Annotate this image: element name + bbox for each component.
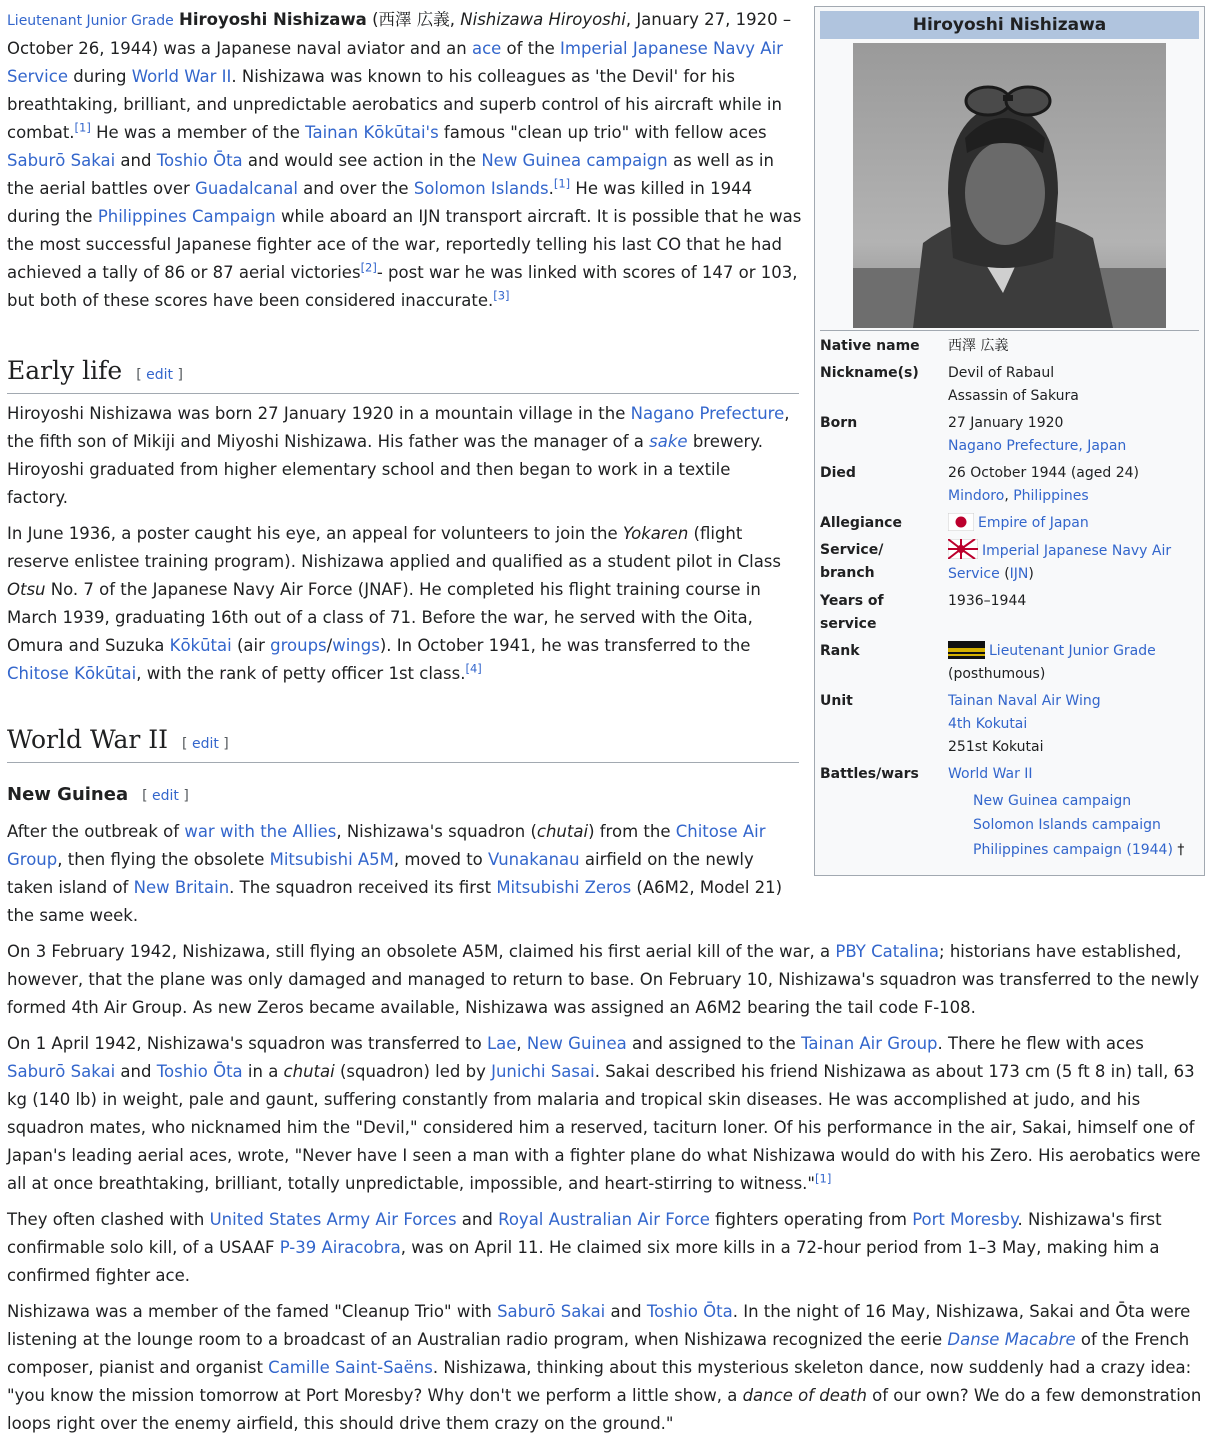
link-empire-of-japan[interactable]: Empire of Japan [978,515,1089,531]
link-groups[interactable]: groups [270,636,327,655]
ref-4[interactable]: [4] [465,661,482,676]
link-sake[interactable]: sake [649,432,688,451]
link-tainan-air-group[interactable]: Tainan Air Group [801,1034,938,1053]
link-ijn[interactable]: IJN [1009,566,1029,582]
row-born: Born 27 January 1920 Nagano Prefecture, Japan [820,415,1127,454]
row-years: Years of service 1936–1944 [820,593,1027,632]
link-usaaf[interactable]: United States Army Air Forces [209,1210,457,1229]
link-a5m[interactable]: Mitsubishi A5M [269,850,394,869]
link-rank[interactable]: Lieutenant Junior Grade [7,13,174,29]
edit-section-new-guinea: [ edit ] [142,788,189,804]
infobox [814,6,1205,876]
heading-early-life: Early life [ edit ] [7,355,799,394]
link-pby[interactable]: PBY Catalina [835,942,940,961]
link-ota-2[interactable]: Toshio Ōta [156,1062,243,1081]
link-new-britain[interactable]: New Britain [133,878,230,897]
ww2-paragraph-1: After the outbreak of war with the Allies, Nishizawa's squadron (chutai) from the Chitose Air Group, then flying the obsolete Mitsubishi A5M, moved to Vunakanau airfield on the newly taken island of New Britain. The squadron received its first Mitsubishi Zeros (A6M2, Model 21) the same week. [7,822,783,925]
row-service-branch: Service/ branch Imperial Japanese Navy Air Service (IJN) [820,537,1200,588]
link-tainan-kokutai[interactable]: Tainan Kōkūtai's [305,123,439,142]
link-ww2[interactable]: World War II [131,67,232,86]
link-battle-new-guinea[interactable]: New Guinea campaign [973,793,1132,809]
link-ace[interactable]: ace [471,39,502,58]
infobox-divider [820,330,1199,331]
kanji-name: 西澤 広義 [378,10,450,29]
link-guadalcanal[interactable]: Guadalcanal [195,179,298,198]
subject-name: Hiroyoshi Nishizawa [179,10,367,29]
link-sakai[interactable]: Saburō Sakai [7,151,116,170]
row-rank: Rank Lieutenant Junior Grade (posthumous) [820,643,1156,682]
link-ota-3[interactable]: Toshio Ōta [646,1302,733,1321]
romaji-name: Nishizawa Hiroyoshi [460,10,626,29]
early-paragraph-1: Hiroyoshi Nishizawa was born 27 January 1920 in a mountain village in the Nagano Prefecture, the fifth son of Mikiji and Miyoshi Nishizawa. His father was the manager of a sake brewery. Hiroyoshi graduated from higher elementary school and then began to work in a textile factory. [7,404,790,507]
ww2-paragraph-3: On 1 April 1942, Nishizawa's squadron was transferred to Lae, New Guinea and assigned to the Tainan Air Group. There he flew with aces Saburō Sakai and Toshio Ōta in a chutai (squadron) led by Junichi Sasai. Sakai described his friend Nishizawa as about 173 cm (5 ft 8 in) tall, 63 kg (140 lb) in weight, pale and gaunt, suffering constantly from malaria and tropical skin diseases. He was accomplished at judo, and his squadron mates, who nicknamed him the "Devil," considered him a reserved, taciturn loner. Of his performance in the air, Sakai, himself one of Japan's leading aerial aces, wrote, "Never have I seen a man with a fighter plane do what Nishizawa would do with his Zero. His aerobatics were all at once breathtaking, brilliant, totally unpredictable, impossible, and heart-stirring to witness."[1] [7,1034,1201,1193]
edit-link-new-guinea[interactable]: edit [152,788,179,804]
row-unit: Unit Tainan Naval Air Wing 4th Kokutai 251st Kokutai [820,693,1101,755]
link-mindoro[interactable]: Mindoro [948,488,1005,504]
link-wings[interactable]: wings [332,636,380,655]
link-nagano[interactable]: Nagano Prefecture [630,404,785,423]
edit-section-early: [ edit ] [136,367,183,383]
link-philippines[interactable]: Philippines [1013,488,1089,504]
link-battle-philippines[interactable]: Philippines campaign (1944) [973,842,1173,858]
link-chitose-kokutai[interactable]: Chitose Kōkūtai [7,664,137,683]
link-danse-macabre[interactable]: Danse Macabre [947,1330,1076,1349]
link-chitose-air-group[interactable]: Chitose Air Group [7,822,766,869]
link-port-moresby[interactable]: Port Moresby [912,1210,1018,1229]
link-battle-solomon[interactable]: Solomon Islands campaign [973,817,1161,833]
row-battles: Battles/wars World War II New Guinea campaign Solomon Islands campaign Philippines campaign (1944) † [820,761,1200,864]
row-died: Died 26 October 1944 (aged 24) Mindoro, Philippines [820,465,1139,504]
link-born-place[interactable]: Nagano Prefecture, Japan [948,438,1127,454]
link-new-guinea[interactable]: New Guinea [526,1034,627,1053]
ww2-paragraph-2: On 3 February 1942, Nishizawa, still flying an obsolete A5M, claimed his first aerial kill of the war, a PBY Catalina; historians have established, however, that the plane was only damaged and managed to return to base. On February 10, Nishizawa's squadron was transferred to the newly formed 4th Air Group. As new Zeros became available, Nishizawa was assigned an A6M2 bearing the tail code F-108. [7,942,1200,1017]
naval-ensign-icon [948,539,978,559]
link-p39[interactable]: P-39 Airacobra [279,1238,401,1257]
link-ijnas-infobox[interactable]: Imperial Japanese Navy Air Service [948,543,1172,582]
ref-3[interactable]: [3] [493,288,510,303]
link-tainan-wing[interactable]: Tainan Naval Air Wing [948,693,1101,709]
heading-new-guinea: New Guinea [ edit ] [7,784,189,805]
link-solomon-islands[interactable]: Solomon Islands [413,179,549,198]
ww2-paragraph-5: Nishizawa was a member of the famed "Cleanup Trio" with Saburō Sakai and Toshio Ōta. In the night of 16 May, Nishizawa, Sakai and Ōta were listening at the lounge room to a broadcast of an Australian radio program, when Nishizawa recognized the eerie Danse Macabre of the French composer, pianist and organist Camille Saint-Saëns. Nishizawa, thinking about this mysterious skeleton dance, now suddenly had a crazy idea: "you know the mission tomorrow at Port Moresby? Why don't we perform a little show, a dance of death of our own? We do a few demonstration loops right over the enemy airfield, this should drive them crazy on the ground." [7,1302,1202,1433]
link-war-allies[interactable]: war with the Allies [184,822,337,841]
link-sasai[interactable]: Junichi Sasai [491,1062,595,1081]
link-ww2-infobox[interactable]: World War II [948,766,1033,782]
link-kokutai[interactable]: Kōkūtai [169,636,232,655]
row-nicknames: Nickname(s) Devil of Rabaul Assassin of Sakura [820,365,1079,404]
link-sakai-3[interactable]: Saburō Sakai [497,1302,606,1321]
rank-insignia-icon [948,641,985,659]
edit-section-ww2: [ edit ] [182,736,229,752]
infobox-table [820,333,1200,864]
ref-1c[interactable]: [1] [815,1171,832,1186]
ww2-paragraph-4: They often clashed with United States Army Air Forces and Royal Australian Air Force fighters operating from Port Moresby. Nishizawa's first confirmable solo kill, of a USAAF P-39 Airacobra, was on April 11. He claimed six more kills in a 72-hour period from 1–3 May, making him a confirmed fighter ace. [7,1210,1162,1285]
edit-link-early[interactable]: edit [146,367,174,383]
link-sakai-2[interactable]: Saburō Sakai [7,1062,116,1081]
early-paragraph-2: In June 1936, a poster caught his eye, an appeal for volunteers to join the Yokaren (flight reserve enlistee training program). Nishizawa applied and qualified as a student pilot in Class Otsu No. 7 of the Japanese Navy Air Force (JNAF). He completed his flight training course in March 1939, graduating 16th out of a class of 71. Before the war, he served with the Oita, Omura and Suzuka Kōkūtai (air groups/wings). In October 1941, he was transferred to the Chitose Kōkūtai, with the rank of petty officer 1st class.[4] [7,524,782,683]
link-philippines-campaign[interactable]: Philippines Campaign [97,207,276,226]
heading-ww2: World War II [ edit ] [7,724,799,763]
row-native-name: Native name 西澤 広義 [820,338,1009,354]
link-new-guinea-campaign[interactable]: New Guinea campaign [481,151,668,170]
link-4th-kokutai[interactable]: 4th Kokutai [948,716,1028,732]
link-saint-saens[interactable]: Camille Saint-Saëns [268,1358,433,1377]
link-lae[interactable]: Lae [486,1034,517,1053]
ref-1[interactable]: [1] [74,120,91,135]
portrait-photo[interactable] [853,43,1166,328]
kia-dagger-icon: † [1177,842,1185,858]
link-rank-infobox[interactable]: Lieutenant Junior Grade [989,643,1156,659]
intro-paragraph: Lieutenant Junior Grade Hiroyoshi Nishizawa (西澤 広義, Nishizawa Hiroyoshi, January 27, 1920 – October 26, 1944) was a Japanese naval aviator and an ace of the Imperial Japanese Navy Air Service during World War II. Nishizawa was known to his colleagues as 'the Devil' for his breathtaking, brilliant, and unpredictable aerobatics and superb control of his aircraft while in combat.[1] He was a member of the Tainan Kōkūtai's famous "clean up trio" with fellow aces Saburō Sakai and Toshio Ōta and would see action in the New Guinea campaign as well as in the aerial battles over Guadalcanal and over the Solomon Islands.[1] He was killed in 1944 during the Philippines Campaign while aboard an IJN transport aircraft. It is possible that he was the most successful Japanese fighter ace of the war, reportedly telling his last CO that he had achieved a tally of 86 or 87 aerial victories[2]- post war he was linked with scores of 147 or 103, but both of these scores have been considered inaccurate.[3] [7,10,802,310]
japan-flag-icon [948,513,974,531]
row-allegiance: Allegiance Empire of Japan [820,515,1089,531]
ref-1b[interactable]: [1] [553,176,571,191]
link-raaf[interactable]: Royal Australian Air Force [498,1210,710,1229]
ref-2[interactable]: [2] [360,260,377,275]
link-ijnas[interactable]: Imperial Japanese Navy Air Service [7,39,783,86]
edit-link-ww2[interactable]: edit [191,736,219,752]
link-zeros[interactable]: Mitsubishi Zeros [496,878,632,897]
link-ota[interactable]: Toshio Ōta [156,151,243,170]
infobox-title: Hiroyoshi Nishizawa [820,11,1199,39]
link-vunakanau[interactable]: Vunakanau [488,850,580,869]
portrait-image [853,43,1166,328]
